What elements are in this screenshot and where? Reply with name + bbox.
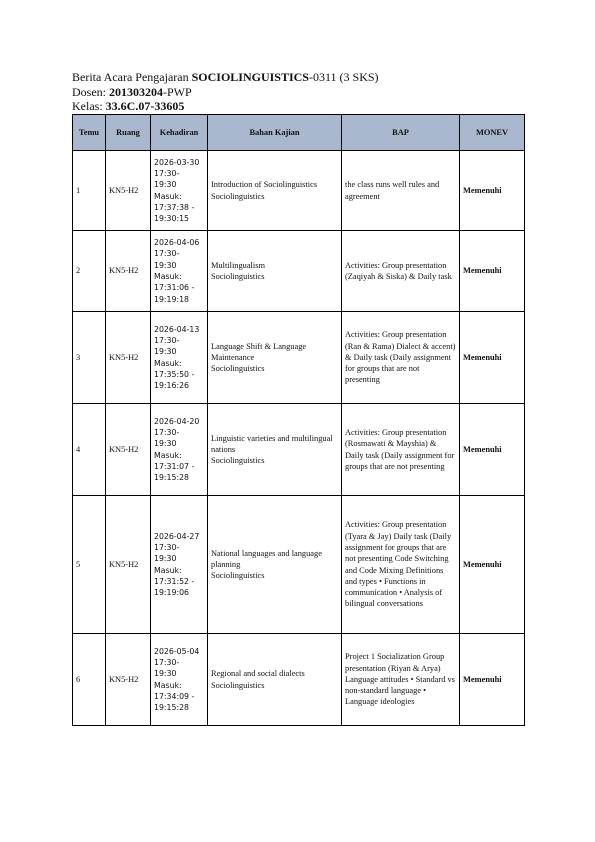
- check-in-label: Masuk:: [154, 272, 182, 281]
- scheduled-time: 17:30- 19:30: [154, 427, 180, 449]
- cell-bap: the class runs well rules and agreement: [342, 151, 460, 231]
- cell-monev: Memenuhi: [460, 634, 525, 726]
- scheduled-time: 17:30- 19:30: [154, 335, 180, 357]
- table-row: [73, 151, 525, 231]
- cell-bahan-kajian: [208, 404, 342, 496]
- meeting-date: 2026-04-06: [154, 238, 200, 248]
- cell-kehadiran: [151, 496, 208, 634]
- topic: Language Shift & Language Maintenance: [211, 341, 307, 362]
- cell-bap: Activities: Group presentation (Tyara & Jay) Daily task (Daily assignment for groups that are not presenting Code Switching and Code Mixing Definitions and types • Functions in communication • Analysis of bilingual conversations: [342, 496, 460, 634]
- subject: Sociolinguistics: [211, 364, 265, 374]
- scheduled-time: 17:30- 19:30: [154, 168, 180, 190]
- cell-temu: 5: [73, 496, 106, 634]
- check-in-end: 19:15:28: [154, 473, 190, 483]
- check-in-start: 17:34:09 -: [154, 691, 195, 701]
- cell-bap: Activities: Group presentation (Zaqiyah & Siska) & Daily task: [342, 231, 460, 312]
- column-header-temu: Temu: [73, 115, 106, 151]
- check-in-label: Masuk:: [154, 358, 182, 368]
- meeting-date: 2026-04-13: [154, 324, 200, 334]
- topic: Regional and social dialects: [211, 669, 305, 679]
- cell-bahan-kajian: [208, 312, 342, 404]
- meeting-date: 2026-03-30: [154, 157, 200, 167]
- table-row: [73, 404, 525, 496]
- table-row: [73, 231, 525, 312]
- class-label: Kelas:: [72, 99, 106, 113]
- lecturer-suffix: -PWP: [163, 84, 192, 99]
- check-in-end: 19:19:18: [154, 294, 190, 304]
- table-row: [73, 496, 525, 634]
- cell-kehadiran: [151, 404, 208, 496]
- column-header-bahan-kajian: Bahan Kajian: [208, 115, 342, 151]
- cell-ruang: KN5-H2: [106, 496, 151, 634]
- cell-bahan-kajian: [208, 151, 342, 231]
- subject: Sociolinguistics: [211, 571, 265, 581]
- check-in-end: 19:30:15: [154, 214, 190, 224]
- check-in-label: Masuk:: [154, 191, 182, 201]
- cell-ruang: KN5-H2: [106, 404, 151, 496]
- check-in-start: 17:31:06 -: [154, 283, 195, 293]
- course-title-line: [72, 70, 379, 85]
- subject: Sociolinguistics: [211, 456, 265, 466]
- cell-bap: Activities: Group presentation (Ran & Rama) Dialect & accent) & Daily task (Daily assignment for groups that are not presenting: [342, 312, 460, 404]
- cell-kehadiran: [151, 151, 208, 231]
- check-in-label: Masuk:: [154, 565, 182, 575]
- cell-monev: Memenuhi: [460, 151, 525, 231]
- topic: Linguistic varieties and multilingual nations: [211, 433, 333, 454]
- cell-temu: 6: [73, 634, 106, 726]
- cell-temu: 4: [73, 404, 106, 496]
- document-header: [72, 70, 379, 114]
- check-in-label: Masuk:: [154, 680, 182, 690]
- column-header-kehadiran: Kehadiran: [151, 115, 208, 151]
- topic: Introduction of Sociolinguistics: [211, 180, 318, 190]
- column-header-ruang: Ruang: [106, 115, 151, 151]
- teaching-record-table: [72, 114, 525, 726]
- check-in-start: 17:31:52 -: [154, 576, 195, 586]
- subject: Sociolinguistics: [211, 191, 265, 201]
- check-in-end: 19:19:06: [154, 588, 190, 598]
- lecturer-id: 201303204: [109, 84, 163, 99]
- column-header-bap: BAP: [342, 115, 460, 151]
- cell-ruang: KN5-H2: [106, 151, 151, 231]
- class-line: [72, 99, 379, 114]
- scheduled-time: 17:30- 19:30: [154, 249, 180, 270]
- subject: Sociolinguistics: [211, 272, 265, 281]
- scheduled-time: 17:30- 19:30: [154, 657, 180, 679]
- check-in-start: 17:31:07 -: [154, 461, 195, 471]
- check-in-start: 17:37:38 -: [154, 202, 195, 212]
- cell-ruang: KN5-H2: [106, 312, 151, 404]
- class-value: 33.6C.07-33605: [105, 99, 185, 113]
- column-header-monev: MONEV: [460, 115, 525, 151]
- cell-kehadiran: [151, 231, 208, 312]
- cell-bahan-kajian: [208, 634, 342, 726]
- cell-bahan-kajian: [208, 496, 342, 634]
- cell-monev: Memenuhi: [460, 312, 525, 404]
- cell-bap: Project 1 Socialization Group presentation (Riyan & Arya) Language attitudes • Standard vs non-standard language • Language ideologies: [342, 634, 460, 726]
- cell-ruang: KN5-H2: [106, 231, 151, 312]
- meeting-date: 2026-05-04: [154, 646, 200, 656]
- course-code: -0311 (3 SKS): [308, 70, 379, 84]
- meeting-date: 2026-04-27: [154, 531, 200, 541]
- cell-kehadiran: [151, 312, 208, 404]
- cell-temu: 1: [73, 151, 106, 231]
- check-in-start: 17:35:50 -: [154, 369, 195, 379]
- course-name: SOCIOLINGUISTICS: [191, 70, 309, 84]
- cell-ruang: KN5-H2: [106, 634, 151, 726]
- table-header-row: [73, 115, 525, 151]
- cell-bahan-kajian: [208, 231, 342, 312]
- check-in-end: 19:15:28: [154, 703, 190, 713]
- cell-monev: Memenuhi: [460, 404, 525, 496]
- lecturer-line: [72, 85, 379, 100]
- topic: Multilingualism: [211, 260, 265, 270]
- check-in-label: Masuk:: [154, 450, 182, 460]
- cell-monev: Memenuhi: [460, 231, 525, 312]
- table-row: [73, 634, 525, 726]
- lecturer-label: Dosen:: [72, 84, 109, 99]
- cell-kehadiran: [151, 634, 208, 726]
- cell-temu: 3: [73, 312, 106, 404]
- cell-monev: Memenuhi: [460, 496, 525, 634]
- subject: Sociolinguistics: [211, 680, 265, 690]
- check-in-end: 19:16:26: [154, 381, 190, 391]
- cell-bap: Activities: Group presentation (Rosmawati & Mayshia) & Daily task (Daily assignment for groups that are not presenting: [342, 404, 460, 496]
- topic: National languages and language planning: [211, 548, 322, 569]
- cell-temu: 2: [73, 231, 106, 312]
- meeting-date: 2026-04-20: [154, 416, 200, 426]
- title-prefix: Berita Acara Pengajaran: [72, 70, 192, 84]
- scheduled-time: 17:30- 19:30: [154, 542, 180, 564]
- table-row: [73, 312, 525, 404]
